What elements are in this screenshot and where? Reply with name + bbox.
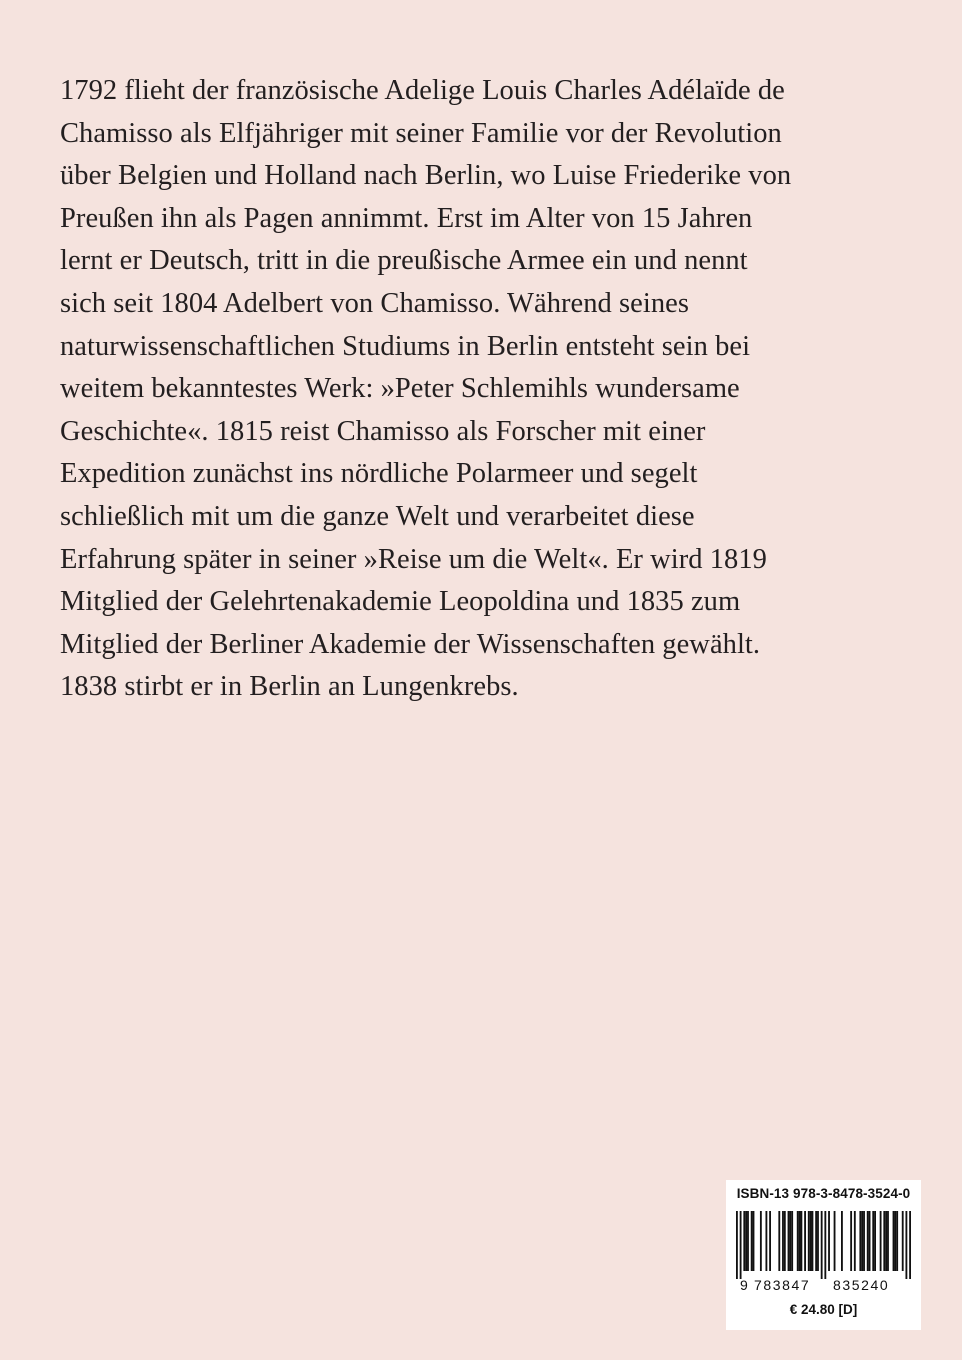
barcode-bar: [740, 1211, 742, 1279]
barcode-bar: [859, 1211, 861, 1271]
barcode-graphic: [736, 1211, 911, 1279]
blurb-line: naturwissenschaftlichen Studiums in Berlin entsteht sein bei: [60, 330, 751, 362]
barcode-bar: [812, 1211, 814, 1271]
blurb-line: Mitglied der Gelehrtenakademie Leopoldina und 1835 zum: [60, 586, 741, 618]
barcode-bar: [810, 1211, 812, 1271]
barcode-bar: [760, 1211, 762, 1271]
barcode-bar: [896, 1211, 898, 1271]
barcode-bar: [789, 1211, 791, 1271]
barcode-first-digit: 9: [740, 1277, 748, 1293]
barcode-bar: [769, 1211, 771, 1271]
barcode-bar: [861, 1211, 863, 1271]
barcode-right-digits: 835240: [833, 1277, 890, 1293]
barcode-bar: [797, 1211, 799, 1271]
barcode-bar: [745, 1211, 747, 1271]
barcode-bar: [885, 1211, 887, 1271]
barcode-bar: [828, 1211, 830, 1271]
barcode-bar: [817, 1211, 819, 1271]
barcode-bar: [808, 1211, 810, 1271]
barcode-bar: [821, 1211, 823, 1279]
barcode-bar: [747, 1211, 749, 1271]
blurb-line: 1838 stirbt er in Berlin an Lungenkrebs.: [60, 671, 519, 703]
barcode-bar: [902, 1211, 904, 1271]
barcode-bar: [863, 1211, 865, 1271]
barcode-bar: [753, 1211, 755, 1271]
blurb-line: Mitglied der Berliner Akademie der Wissenschaften gewählt.: [60, 628, 761, 660]
blurb-line: sich seit 1804 Adelbert von Chamisso. Während seines: [60, 287, 689, 319]
blurb-line: lernt er Deutsch, tritt in die preußische Armee ein und nennt: [60, 245, 748, 277]
barcode-bar: [743, 1211, 745, 1271]
blurb-line: Erfahrung später in seiner »Reise um die Welt«. Er wird 1819: [60, 543, 767, 575]
blurb-line: weitem bekanntestes Werk: »Peter Schlemihls wundersame: [60, 373, 740, 405]
barcode-bar: [736, 1211, 738, 1279]
barcode-bar: [872, 1211, 874, 1271]
barcode-bar: [765, 1211, 767, 1271]
barcode-bar: [874, 1211, 876, 1271]
barcode-bar: [841, 1211, 843, 1271]
barcode-bar: [791, 1211, 793, 1271]
barcode-bar: [778, 1211, 780, 1271]
barcode-bar: [894, 1211, 896, 1271]
barcode-bar: [909, 1211, 911, 1279]
blurb-line: Chamisso als Elfjähriger mit seiner Familie vor der Revolution: [60, 117, 782, 149]
blurb-line: Geschichte«. 1815 reist Chamisso als Forscher mit einer: [60, 415, 706, 447]
barcode-bar: [815, 1211, 817, 1271]
blurb-line: Preußen ihn als Pagen annimmt. Erst im Alter von 15 Jahren: [60, 202, 753, 234]
barcode-bar: [869, 1211, 871, 1271]
blurb-line: 1792 flieht der französische Adelige Louis Charles Adélaïde de: [60, 75, 785, 106]
barcode-bar: [854, 1211, 856, 1271]
barcode-bar: [887, 1211, 889, 1271]
barcode-bar: [784, 1211, 786, 1271]
barcode-bar: [850, 1211, 852, 1271]
barcode-bar: [804, 1211, 806, 1271]
barcode-bar: [905, 1211, 907, 1279]
barcode-bar: [800, 1211, 802, 1271]
barcode-left-digits: 783847: [754, 1277, 811, 1293]
blurb-line: über Belgien und Holland nach Berlin, wo Luise Friederike von: [60, 160, 792, 192]
barcode-bar: [883, 1211, 885, 1271]
barcode-bar: [824, 1211, 826, 1279]
author-biography: [60, 70, 850, 709]
barcode-bar: [788, 1211, 790, 1271]
isbn-barcode-box: [726, 1180, 921, 1330]
barcode-bar: [751, 1211, 753, 1271]
barcode-bar: [893, 1211, 895, 1271]
barcode-bar: [867, 1211, 869, 1271]
barcode-bar: [834, 1211, 836, 1271]
barcode-bar: [880, 1211, 882, 1271]
isbn-label: ISBN-13 978-3-8478-3524-0: [736, 1186, 911, 1201]
blurb-line: Expedition zunächst ins nördliche Polarmeer und segelt: [60, 458, 698, 490]
barcode-bar: [799, 1211, 801, 1271]
price-label: € 24.80 [D]: [789, 1302, 858, 1317]
barcode-bar: [782, 1211, 784, 1271]
blurb-line: schließlich mit um die ganze Welt und verarbeitet diese: [60, 500, 695, 532]
